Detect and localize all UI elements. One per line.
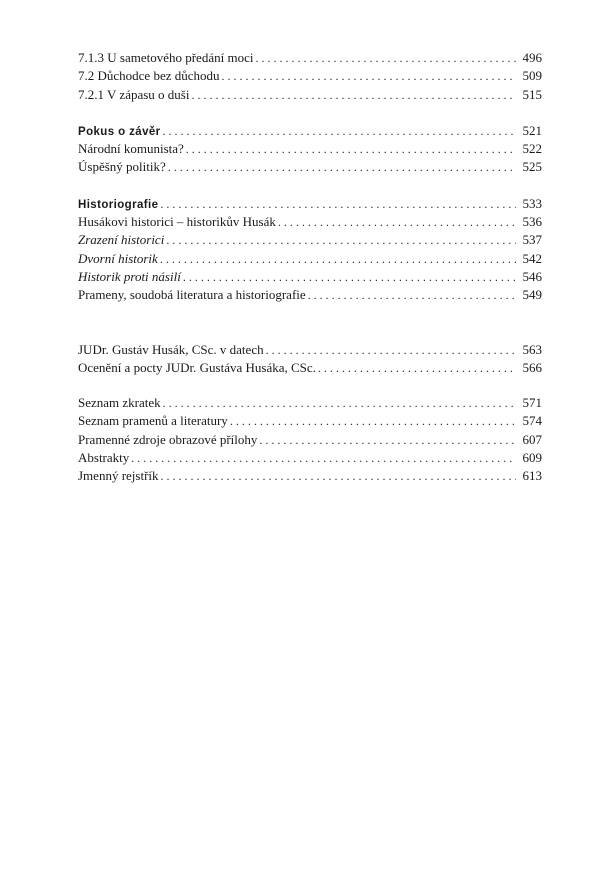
toc-entry-title: JUDr. Gustáv Husák, CSc. v datech bbox=[78, 341, 264, 357]
toc-group-conclusion bbox=[78, 122, 542, 177]
toc-entry[interactable] bbox=[78, 394, 542, 412]
toc-entry-page: 566 bbox=[522, 359, 542, 375]
toc-entry-page: 537 bbox=[522, 232, 542, 248]
dot-leader bbox=[278, 213, 516, 231]
toc-entry-page: 536 bbox=[522, 214, 542, 230]
toc-entry-page: 549 bbox=[522, 287, 542, 303]
dot-leader bbox=[318, 359, 516, 377]
toc-entry-title: Pramenné zdroje obrazové přílohy bbox=[78, 431, 258, 447]
toc-entry-page: 496 bbox=[522, 50, 542, 65]
toc-entry[interactable] bbox=[78, 158, 542, 176]
toc-entry-page: 613 bbox=[522, 468, 542, 484]
toc-entry[interactable] bbox=[78, 86, 542, 104]
toc-entry[interactable] bbox=[78, 467, 542, 485]
toc-entry[interactable] bbox=[78, 213, 542, 231]
toc-entry-title: Husákovi historici – historikův Husák bbox=[78, 214, 276, 230]
dot-leader bbox=[255, 49, 516, 67]
toc-entry[interactable] bbox=[78, 49, 542, 67]
toc-entry-title: Zrazení historici bbox=[78, 232, 165, 248]
spacer bbox=[78, 377, 542, 394]
toc-entry[interactable] bbox=[78, 231, 542, 249]
toc-entry-page: 522 bbox=[522, 141, 542, 157]
dot-leader bbox=[166, 231, 516, 249]
dot-leader bbox=[266, 341, 516, 359]
toc-entry-title: Seznam zkratek bbox=[78, 395, 161, 411]
dot-leader bbox=[191, 86, 516, 104]
toc-entry-heading[interactable] bbox=[78, 122, 542, 140]
toc-entry-heading[interactable] bbox=[78, 195, 542, 213]
dot-leader bbox=[259, 431, 516, 449]
dot-leader bbox=[168, 158, 516, 176]
dot-leader bbox=[222, 67, 516, 85]
toc-entry[interactable] bbox=[78, 431, 542, 449]
toc-entry[interactable] bbox=[78, 67, 542, 85]
toc-entry[interactable] bbox=[78, 341, 542, 359]
toc-entry-page: 525 bbox=[522, 159, 542, 175]
dot-leader bbox=[186, 140, 516, 158]
toc-entry-page: 542 bbox=[522, 250, 542, 266]
toc-entry[interactable] bbox=[78, 412, 542, 430]
toc-entry-page: 571 bbox=[522, 395, 542, 411]
toc-entry-title: Dvorní historik bbox=[78, 250, 158, 266]
toc-entry-page: 563 bbox=[522, 341, 542, 357]
spacer bbox=[78, 177, 542, 195]
toc-entry-title: Historiografie bbox=[78, 198, 159, 211]
toc-entry-title: Prameny, soudobá literatura a historiografie bbox=[78, 287, 306, 303]
dot-leader bbox=[160, 195, 516, 213]
toc-entry[interactable] bbox=[78, 268, 542, 286]
spacer bbox=[78, 305, 542, 341]
toc-entry-title: Úspěšný politik? bbox=[78, 159, 166, 175]
toc-entry[interactable] bbox=[78, 250, 542, 268]
toc-entry-title: Abstrakty bbox=[78, 450, 130, 466]
toc-entry[interactable] bbox=[78, 286, 542, 304]
dot-leader bbox=[160, 250, 516, 268]
toc-entry-title: 7.1.3 U sametového předání moci bbox=[78, 50, 254, 65]
toc-entry-page: 509 bbox=[522, 68, 542, 84]
dot-leader bbox=[163, 122, 516, 140]
toc-entry-title: Seznam pramenů a literatury bbox=[78, 413, 228, 429]
toc-entry-title: Ocenění a pocty JUDr. Gustáva Husáka, CSc. bbox=[78, 359, 316, 375]
dot-leader bbox=[230, 412, 516, 430]
toc-entry-title: Jmenný rejstřík bbox=[78, 468, 159, 484]
toc-group-historiography bbox=[78, 195, 542, 305]
dot-leader bbox=[163, 394, 516, 412]
toc-entry-page: 574 bbox=[522, 413, 542, 429]
toc-entry-title: 7.2.1 V zápasu o duši bbox=[78, 86, 190, 102]
toc-entry[interactable] bbox=[78, 140, 542, 158]
toc-entry-title: Pokus o závěr bbox=[78, 125, 161, 138]
dot-leader bbox=[131, 449, 516, 467]
toc-entry-page: 609 bbox=[522, 450, 542, 466]
toc-group-chapter-7 bbox=[78, 49, 542, 104]
toc-entry-title: 7.2 Důchodce bez důchodu bbox=[78, 68, 220, 84]
toc-entry-page: 533 bbox=[522, 195, 542, 211]
toc-entry[interactable] bbox=[78, 449, 542, 467]
toc-entry-page: 546 bbox=[522, 268, 542, 284]
dot-leader bbox=[183, 268, 516, 286]
toc-entry-title: Historik proti násilí bbox=[78, 268, 181, 284]
toc-entry[interactable] bbox=[78, 359, 542, 377]
toc-group-appendix bbox=[78, 394, 542, 485]
toc-group-biography bbox=[78, 341, 542, 378]
spacer bbox=[78, 104, 542, 122]
toc-entry-page: 521 bbox=[522, 122, 542, 138]
toc-entry-page: 607 bbox=[522, 431, 542, 447]
dot-leader bbox=[308, 286, 516, 304]
dot-leader bbox=[161, 467, 516, 485]
table-of-contents bbox=[78, 49, 542, 486]
toc-entry-title: Národní komunista? bbox=[78, 141, 184, 157]
toc-entry-page: 515 bbox=[522, 86, 542, 102]
